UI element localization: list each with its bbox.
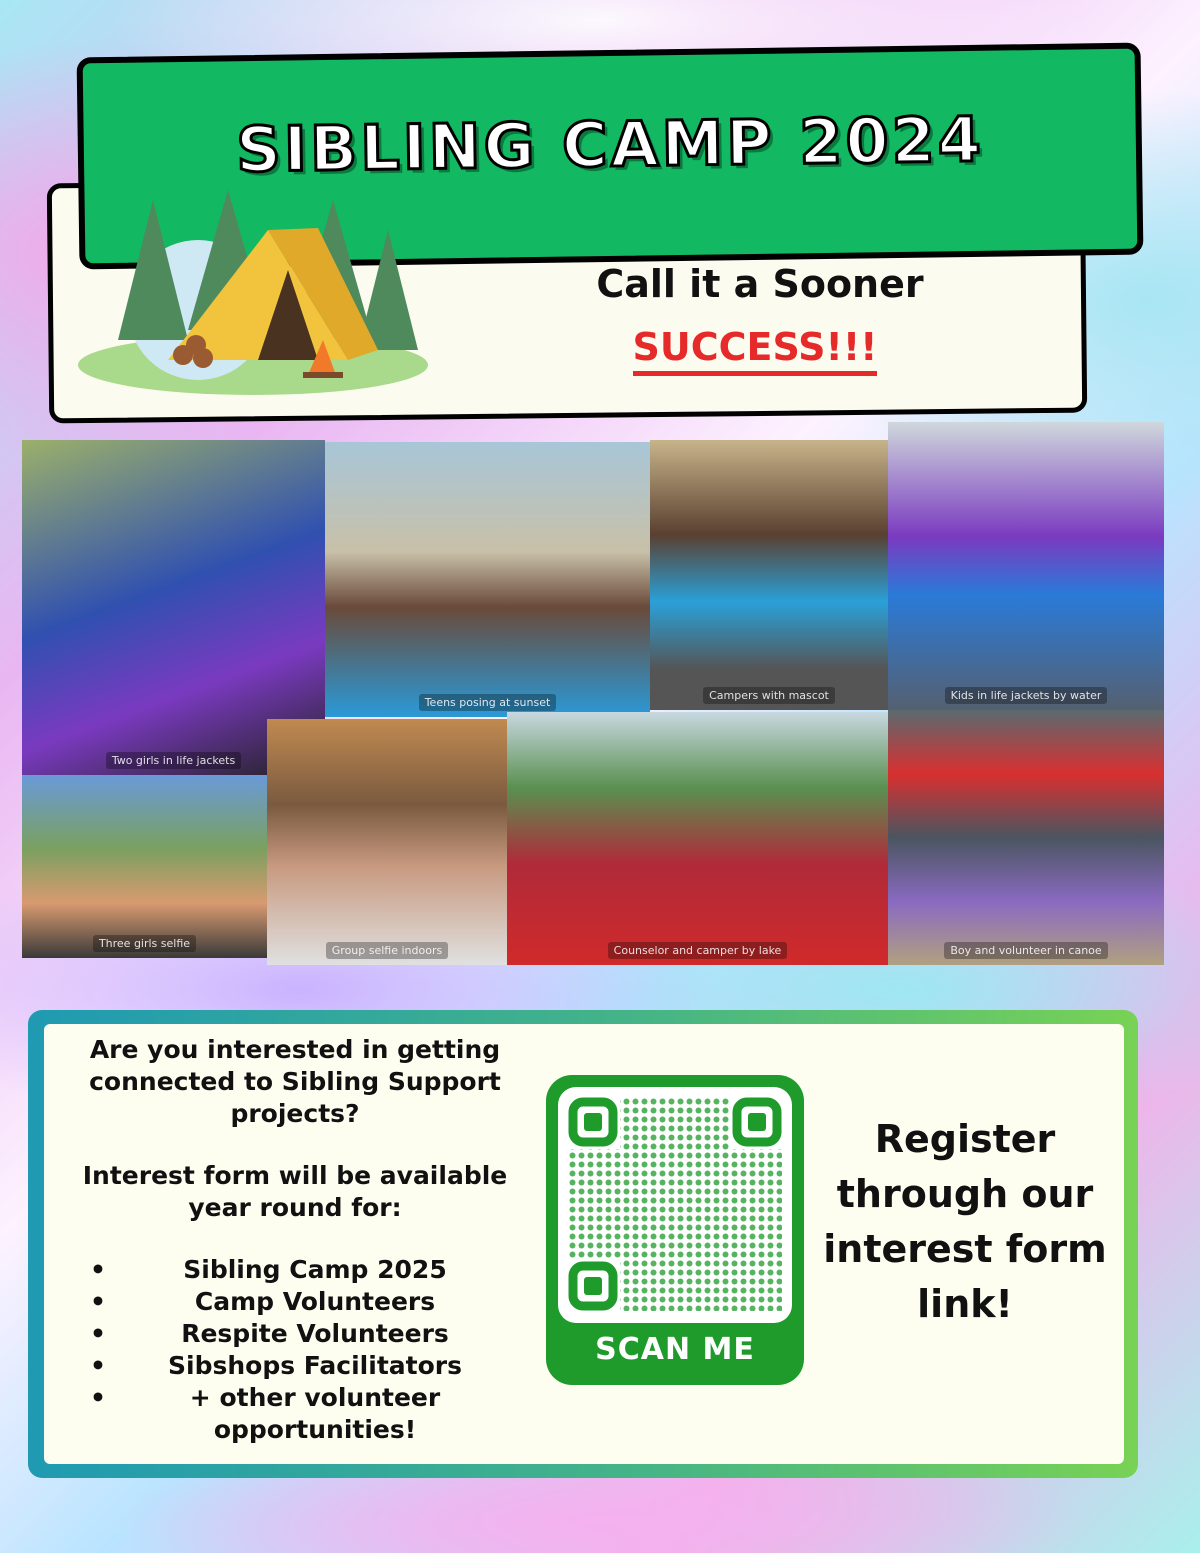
list-item: • + other volunteer opportunities! [90,1383,441,1444]
photo-2: Teens posing at sunset [325,442,650,717]
subtitle-line-1: Call it a Sooner [596,262,924,306]
success-text: SUCCESS!!! [633,325,878,376]
photo-6: Group selfie indoors [267,719,507,965]
volunteer-list [90,1254,510,1446]
photo-5: Three girls selfie [22,775,267,958]
qr-code-icon[interactable] [568,1097,782,1311]
photo-8: Boy and volunteer in canoe [888,710,1164,965]
camp-tent-icon [78,190,438,400]
scan-me-label: SCAN ME [595,1332,755,1367]
list-item: • Camp Volunteers [90,1287,436,1316]
photo-3: Campers with mascot [650,440,888,710]
photo-4: Kids in life jackets by water [888,422,1164,710]
interest-question: Are you interested in getting connected to Sibling Support projects? [89,1035,501,1128]
list-item: • Sibling Camp 2025 [90,1255,447,1284]
availability-text: Interest form will be available year round for: [82,1161,508,1222]
photo-7: Counselor and camper by lake [507,712,888,965]
list-item: • Sibshops Facilitators [90,1351,462,1380]
register-text: Register through our interest form link! [823,1117,1107,1326]
page-title: SIBLING CAMP 2024 [235,102,985,187]
subtitle-line-2 [560,325,950,369]
list-item: • Respite Volunteers [90,1319,449,1348]
photo-1: Two girls in life jackets [22,440,325,775]
